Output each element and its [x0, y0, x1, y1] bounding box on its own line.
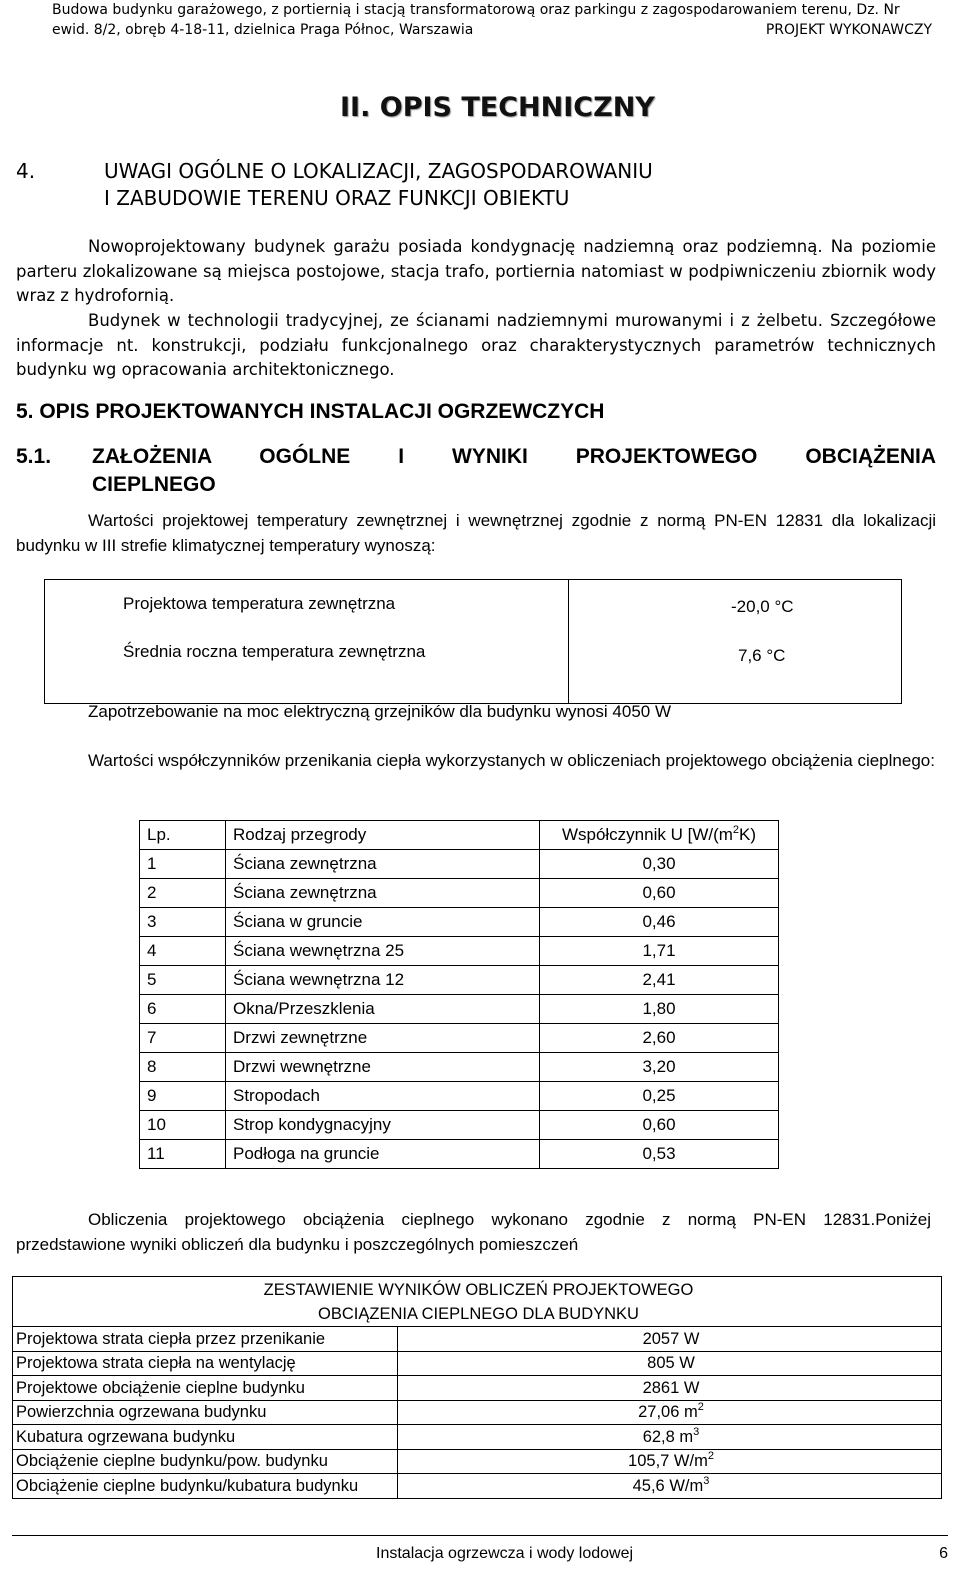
- temp-label-design: Projektowa temperatura zewnętrzna: [123, 594, 396, 613]
- summary-value: [398, 1449, 942, 1474]
- header-line-1: Budowa budynku garażowego, z portiernią i stacją transformatorową oraz parkingu z zagospodarowaniem terenu, Dz. Nr: [52, 2, 900, 18]
- u-cell-value: 0,46: [540, 908, 779, 937]
- temp-value-annual: 7,6 °C: [738, 646, 786, 665]
- summary-row: [13, 1474, 942, 1499]
- u-table-row: [140, 1053, 779, 1082]
- summary-row: [13, 1327, 942, 1352]
- u-table-row: [140, 850, 779, 879]
- u-cell-lp: 2: [140, 879, 226, 908]
- u-cell-value: 0,53: [540, 1140, 779, 1169]
- section-4-title-line2: I ZABUDOWIE TERENU ORAZ FUNKCJI OBIEKTU: [104, 186, 570, 210]
- summary-value-sup: 2: [697, 1401, 704, 1414]
- u-cell-value: 0,25: [540, 1082, 779, 1111]
- temperature-table: [44, 579, 902, 704]
- summary-label: Projektowa strata ciepła przez przenikanie: [13, 1327, 398, 1352]
- section-4-paragraph-2: Budynek w technologii tradycyjnej, ze ścianami nadziemnymi murowanymi i z żelbetu. Szczegółowe informacje nt. konstrukcji, podziału funkcjonalnego oraz charakterystycznych parametrów technicznych budynku wg opracowania architektonicznego.: [16, 311, 936, 379]
- summary-row: [13, 1400, 942, 1425]
- summary-row: [13, 1376, 942, 1401]
- summary-value: [398, 1327, 942, 1352]
- summary-title-line2: OBCIĄZENIA CIEPLNEGO DLA BUDYNKU: [318, 1304, 639, 1323]
- summary-row: [13, 1351, 942, 1376]
- u-header-coefficient-sup: 2: [732, 824, 740, 836]
- power-requirement-note: Zapotrzebowanie na moc elektryczną grzejników dla budynku wynosi 4050 W: [88, 702, 672, 721]
- summary-value-sup: 2: [707, 1450, 714, 1463]
- section-5-heading: 5. OPIS PROJEKTOWANYCH INSTALACJI OGRZEWCZYCH: [16, 400, 605, 423]
- summary-value-text: 2057 W: [642, 1329, 700, 1348]
- summary-row: [13, 1425, 942, 1450]
- summary-label: Obciążenie cieplne budynku/pow. budynku: [13, 1449, 398, 1474]
- header-project-type: PROJEKT WYKONAWCZY: [765, 22, 932, 38]
- u-cell-lp: 10: [140, 1111, 226, 1140]
- u-table-row: [140, 937, 779, 966]
- summary-value-sup: 3: [693, 1425, 700, 1438]
- u-cell-type: Ściana w gruncie: [226, 908, 540, 937]
- u-cell-lp: 9: [140, 1082, 226, 1111]
- section-5-1-title-line2: CIEPLNEGO: [92, 473, 216, 496]
- u-table-row: [140, 879, 779, 908]
- u-cell-value: 0,30: [540, 850, 779, 879]
- u-cell-type: Drzwi wewnętrzne: [226, 1053, 540, 1082]
- u-table-row: [140, 966, 779, 995]
- u-cell-type: Strop kondygnacyjny: [226, 1111, 540, 1140]
- summary-value: [398, 1425, 942, 1450]
- u-cell-type: Drzwi zewnętrzne: [226, 1024, 540, 1053]
- u-cell-lp: 7: [140, 1024, 226, 1053]
- u-cell-lp: 1: [140, 850, 226, 879]
- summary-value-text: 62,8 m: [642, 1427, 694, 1446]
- u-cell-type: Okna/Przeszklenia: [226, 995, 540, 1024]
- u-header-coefficient: [540, 821, 779, 850]
- summary-label: Kubatura ogrzewana budynku: [13, 1425, 398, 1450]
- section-4-heading: [16, 158, 653, 210]
- u-cell-lp: 4: [140, 937, 226, 966]
- u-header-coefficient-end: K): [739, 825, 757, 844]
- section-5-1-number: 5.1.: [16, 445, 52, 468]
- summary-value: [398, 1376, 942, 1401]
- summary-row: [13, 1449, 942, 1474]
- temperature-table-divider: [568, 580, 569, 703]
- u-table-header-row: [140, 821, 779, 850]
- u-cell-value: 0,60: [540, 1111, 779, 1140]
- u-cell-value: 3,20: [540, 1053, 779, 1082]
- u-cell-type: Stropodach: [226, 1082, 540, 1111]
- summary-title: [13, 1277, 942, 1327]
- page-title: II. OPIS TECHNICZNY: [340, 92, 655, 123]
- u-table-row: [140, 1111, 779, 1140]
- section-4-paragraph-1: Nowoprojektowany budynek garażu posiada kondygnację nadziemną oraz podziemną. Na poziomie parteru zlokalizowane są miejsca postojowe, stacja trafo, portiernia natomiast w podpiwniczeniu zbiornik wody wraz z hydrofornią.: [16, 237, 936, 305]
- page-number: 6: [939, 1545, 948, 1562]
- summary-label: Projektowa strata ciepła na wentylację: [13, 1351, 398, 1376]
- u-cell-type: Podłoga na gruncie: [226, 1140, 540, 1169]
- u-header-lp: Lp.: [140, 821, 226, 850]
- footer-title: Instalacja ogrzewcza i wody lodowej: [376, 1545, 634, 1562]
- section-5-1-title-line1: ZAŁOŻENIA OGÓLNE I WYNIKI PROJEKTOWEGO OBCIĄŻENIA: [92, 445, 936, 468]
- u-cell-type: Ściana zewnętrzna: [226, 850, 540, 879]
- u-cell-type: Ściana wewnętrzna 12: [226, 966, 540, 995]
- summary-value-text: 2861 W: [642, 1378, 700, 1397]
- summary-value-text: 805 W: [647, 1354, 695, 1373]
- section-5-1-paragraph-1: Wartości projektowej temperatury zewnętrznej i wewnętrznej zgodnie z normą PN-EN 12831 dla lokalizacji budynku w III strefie klimatycznej temperatury wynoszą:: [16, 511, 936, 555]
- u-cell-value: 1,80: [540, 995, 779, 1024]
- summary-value-sup: 3: [703, 1474, 710, 1487]
- u-table-row: [140, 1024, 779, 1053]
- summary-title-row: [13, 1277, 942, 1327]
- u-table-row: [140, 1082, 779, 1111]
- results-paragraph: Obliczenia projektowego obciążenia cieplnego wykonano zgodnie z normą PN-EN 12831.Poniżej przedstawione wyniki obliczeń dla budynku i poszczególnych pomieszczeń: [16, 1210, 931, 1254]
- u-table-row: [140, 995, 779, 1024]
- summary-value-text: 105,7 W/m: [628, 1452, 708, 1471]
- u-cell-type: Ściana zewnętrzna: [226, 879, 540, 908]
- section-4-number: 4.: [16, 159, 36, 183]
- header-line-2: [52, 22, 932, 38]
- summary-value: [398, 1351, 942, 1376]
- u-cell-type: Ściana wewnętrzna 25: [226, 937, 540, 966]
- summary-table: [12, 1276, 942, 1499]
- u-cell-value: 2,41: [540, 966, 779, 995]
- u-header-coefficient-text: Współczynnik U [W/(m: [561, 825, 733, 844]
- footer-divider: [12, 1535, 948, 1536]
- u-cell-value: 0,60: [540, 879, 779, 908]
- u-cell-lp: 5: [140, 966, 226, 995]
- u-cell-lp: 11: [140, 1140, 226, 1169]
- header-location: ewid. 8/2, obręb 4-18-11, dzielnica Praga Północ, Warszawia: [52, 22, 474, 38]
- u-cell-lp: 6: [140, 995, 226, 1024]
- u-coefficient-table: [139, 820, 779, 1169]
- u-cell-lp: 8: [140, 1053, 226, 1082]
- summary-value-text: 27,06 m: [638, 1403, 698, 1422]
- summary-value: [398, 1400, 942, 1425]
- section-4-title-line1: UWAGI OGÓLNE O LOKALIZACJI, ZAGOSPODAROWANIU: [104, 159, 653, 183]
- summary-label: Powierzchnia ogrzewana budynku: [13, 1400, 398, 1425]
- u-cell-value: 1,71: [540, 937, 779, 966]
- summary-label: Projektowe obciążenie cieplne budynku: [13, 1376, 398, 1401]
- u-cell-value: 2,60: [540, 1024, 779, 1053]
- u-table-row: [140, 1140, 779, 1169]
- summary-value: [398, 1474, 942, 1499]
- temp-label-annual: Średnia roczna temperatura zewnętrzna: [123, 642, 426, 661]
- section-5-1-paragraph-2: Wartości współczynników przenikania ciepła wykorzystanych w obliczeniach projektowego obciążenia cieplnego:: [88, 751, 935, 770]
- summary-title-line1: ZESTAWIENIE WYNIKÓW OBLICZEŃ PROJEKTOWEGO: [263, 1280, 694, 1299]
- u-header-type: Rodzaj przegrody: [226, 821, 540, 850]
- summary-label: Obciążenie cieplne budynku/kubatura budynku: [13, 1474, 398, 1499]
- temp-value-design: -20,0 °C: [731, 597, 794, 616]
- summary-value-text: 45,6 W/m: [632, 1476, 704, 1495]
- u-table-row: [140, 908, 779, 937]
- u-cell-lp: 3: [140, 908, 226, 937]
